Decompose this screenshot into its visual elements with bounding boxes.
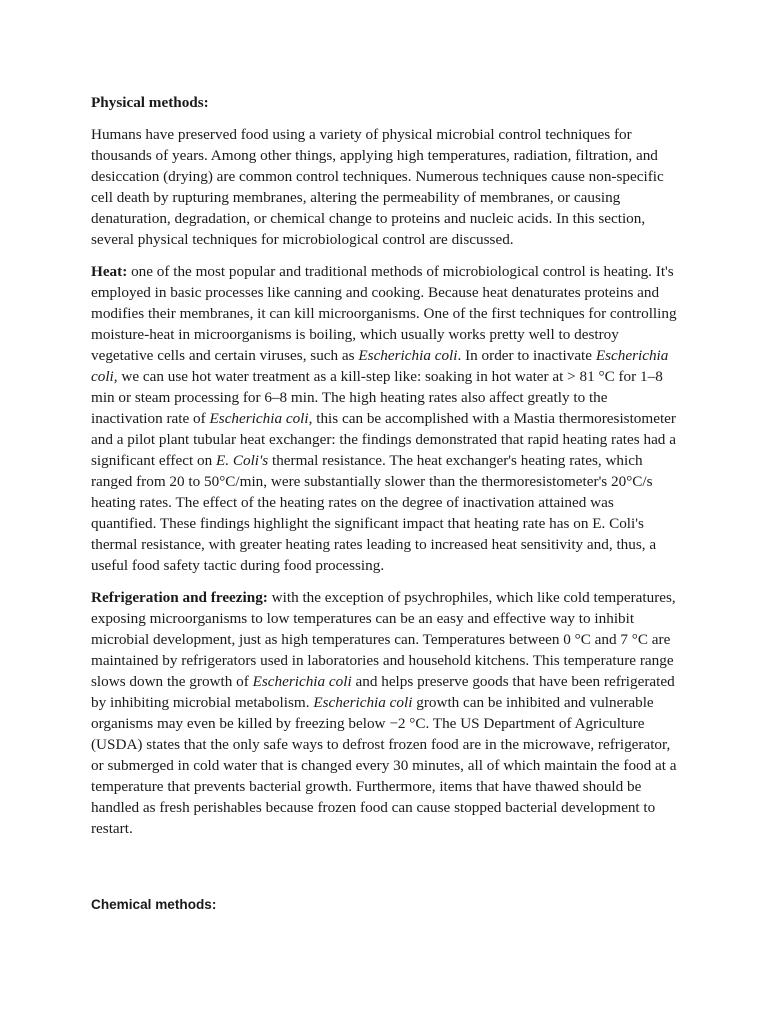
heat-text-2: . In order to inactivate — [457, 347, 596, 364]
heat-species-3: Escherichia coli, — [209, 410, 313, 427]
heat-text-3: we can use hot water treatment as a kill-step like: soaking in hot water at > 81 °C for 1–8 min or steam processing for 6–8 min. The high heating rates also affect greatly to the inactivation rate of — [91, 368, 663, 427]
physical-methods-intro-paragraph: Humans have preserved food using a variety of physical microbial control techniques for thousands of years. Among other things, applying high temperatures, radiation, filtration, and desiccation (drying) are common control techniques. Numerous techniques cause non-specific cell death by rupturing membranes, altering the permeability of membranes, or causing denaturation, degradation, or chemical change to proteins and nucleic acids. In this section, several physical techniques for microbiological control are discussed. — [91, 126, 664, 248]
heat-text-5: thermal resistance. The heat exchanger's heating rates, which ranged from 20 to 50°C/min, were substantially slower than the thermoresistometer's 20°C/s heating rates. The effect of the heating rates on the degree of inactivation attained was quantified. These findings highlight the significant impact that heating rate has on E. Coli's thermal resistance, with greater heating rates leading to increased heat sensitivity and, thus, a useful food safety tactic during food processing. — [91, 452, 657, 574]
heat-text-4: this can be accomplished with a Mastia thermoresistometer and a pilot plant tubular heat exchanger: the findings demonstrated that rapid heating rates had a significant effect on — [91, 410, 676, 469]
chemical-methods-heading: Chemical methods: — [91, 897, 217, 912]
document-body — [91, 92, 677, 850]
heat-lead: Heat: — [91, 263, 128, 280]
refrigeration-text-2: and helps preserve goods that have been refrigerated by inhibiting microbial metabolism. — [91, 673, 675, 711]
heat-species-4: E. Coli's — [215, 452, 269, 469]
heat-paragraph — [91, 261, 677, 576]
physical-methods-heading: Physical methods: — [91, 94, 209, 111]
refrigeration-species-1: Escherichia coli — [252, 673, 352, 690]
heat-species-1: Escherichia coli — [358, 347, 458, 364]
refrigeration-paragraph — [91, 587, 677, 839]
refrigeration-text-1: with the exception of psychrophiles, which like cold temperatures, exposing microorganisms to low temperatures can be an easy and effective way to inhibit microbial development, just as high temperatures can. Temperatures between 0 °C and 7 °C are maintained by refrigerators used in laboratories and household kitchens. This temperature range slows down the growth of — [91, 589, 676, 690]
heat-species-2: Escherichia coli, — [91, 347, 669, 385]
refrigeration-species-2: Escherichia coli — [313, 694, 413, 711]
refrigeration-lead: Refrigeration and freezing: — [91, 589, 268, 606]
heat-text-1: one of the most popular and traditional methods of microbiological control is heating. It's employed in basic processes like canning and cooking. Because heat denaturates proteins and modifies their membranes, it can kill microorganisms. One of the first techniques for controlling moisture-heat in microorganisms is boiling, which usually works pretty well to destroy vegetative cells and certain viruses, such as — [91, 263, 677, 364]
refrigeration-text-3: growth can be inhibited and vulnerable organisms may even be killed by freezing below −2 °C. The US Department of Agriculture (USDA) states that the only safe ways to defrost frozen food are in the microwave, refrigerator, or submerged in cold water that is changed every 30 minutes, all of which maintain the food at a temperature that prevents bacterial growth. Furthermore, items that have thawed should be handled as fresh perishables because frozen food can cause stopped bacterial development to restart. — [91, 694, 677, 837]
